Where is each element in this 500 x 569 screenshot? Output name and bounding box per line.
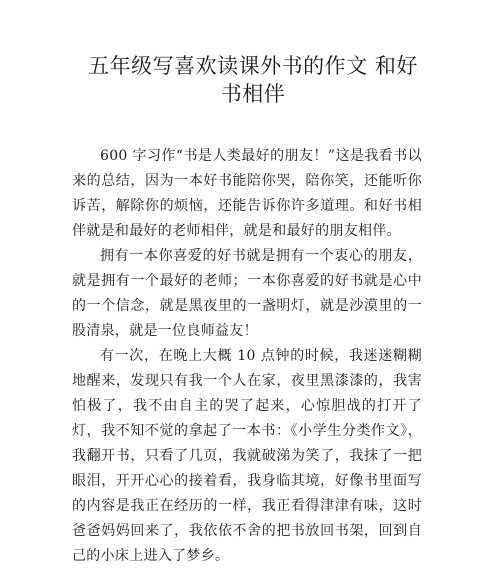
paragraph-2: 拥有一本你喜爱的好书就是拥有一个衷心的朋友，就是拥有一个最好的老师；一本你喜爱的好书就是心中的一个信念，就是黑夜里的一盏明灯，就是沙漠里的一股清泉，就是一位良师益友！ (72, 248, 422, 339)
paragraph-1: 600 字习作“书是人类最好的朋友！”这是我看书以来的总结，因为一本好书能陪你哭，陪你笑，还能听你诉苦，解除你的烦恼，还能告诉你许多道理。和好书相伴就是和最好的老师相伴，就是和最好的朋友相伴。 (72, 148, 422, 239)
paragraph-3: 有一次，在晚上大概 10 点钟的时候，我迷迷糊糊地醒来，发现只有我一个人在家，夜里黑漆漆的，我害怕极了，我不由自主的哭了起来，心惊胆战的打开了灯，我不知不觉的拿起了一本书：《小学生分类作文》，我翻开书，只看了几页，我就破涕为笑了，我抹了一把眼泪，开开心心的接着看，我身临其境，好像书里面写的内容是我正在经历的一样，我正看得津津有味，这时爸爸妈妈回来了，我依依不舍的把书放回书架，回到自己的小床上进入了梦乡。 (72, 348, 422, 564)
document-title: 五年级写喜欢读课外书的作文 和好书相伴 (88, 54, 418, 106)
document-body (72, 144, 422, 569)
